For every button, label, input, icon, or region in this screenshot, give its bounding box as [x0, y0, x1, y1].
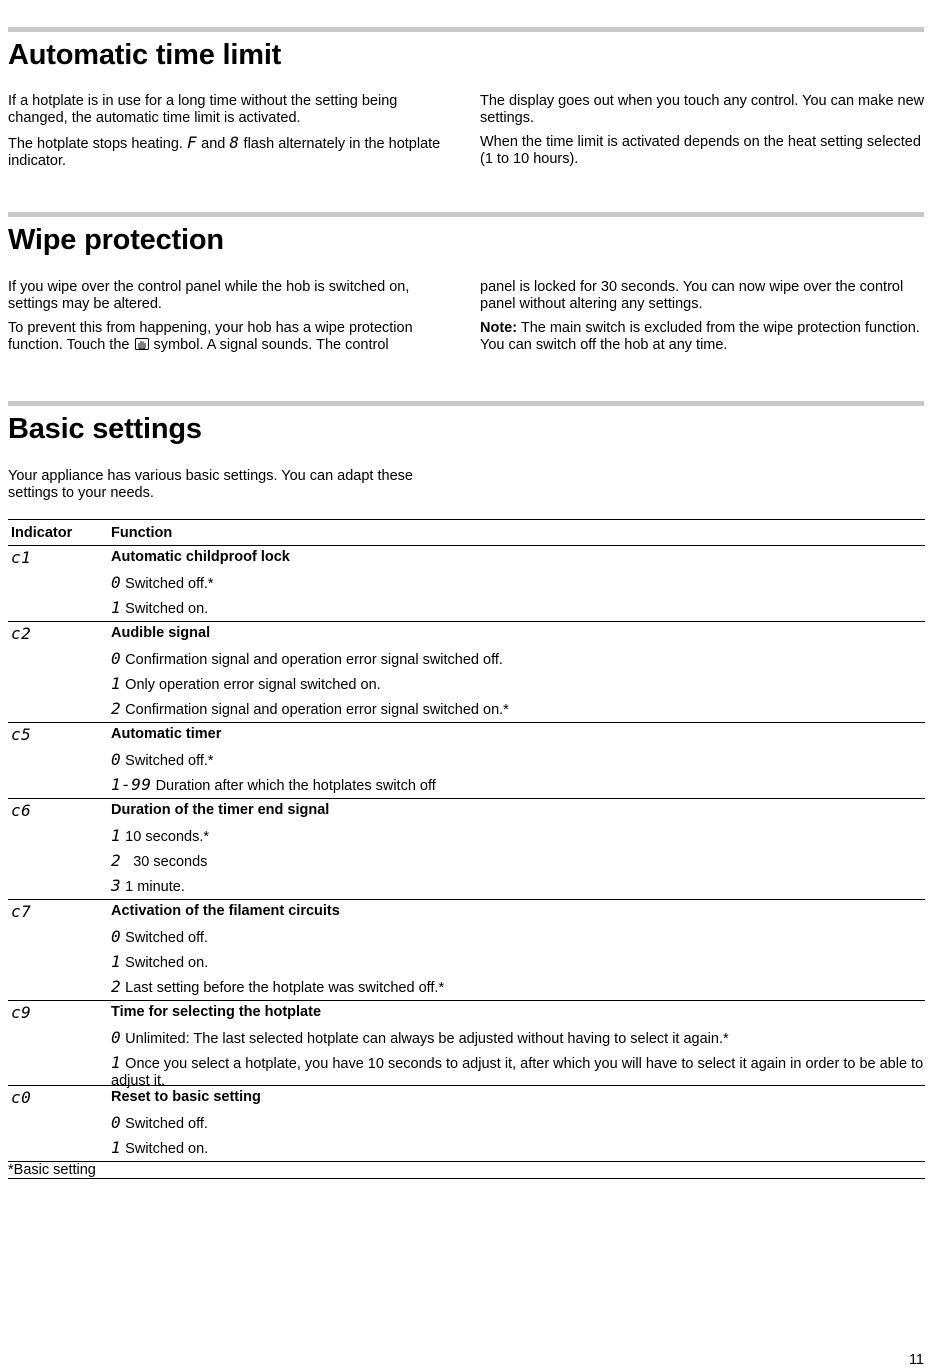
function-option-cell [111, 647, 925, 672]
option-value: 1 [111, 674, 122, 693]
section-title: Basic settings [8, 413, 202, 445]
table-row [8, 1136, 925, 1162]
indicator-cell [8, 799, 111, 900]
section-title: Automatic time limit [8, 39, 282, 71]
option-value: 1 [111, 598, 122, 617]
section-basic-settings [8, 401, 924, 446]
table-header-row [8, 520, 925, 546]
option-text: Switched on. [125, 955, 209, 971]
function-option-cell [111, 773, 925, 799]
function-option-cell [111, 571, 925, 596]
function-title: Reset to basic setting [111, 1089, 261, 1105]
function-option-cell [111, 874, 925, 900]
table-row [8, 900, 925, 926]
indicator-code: c1 [11, 548, 32, 567]
indicator-code: c6 [11, 801, 32, 820]
option-text: Unlimited: The last selected hotplate can always be adjusted without having to select it again.* [125, 1031, 729, 1047]
function-title: Automatic childproof lock [111, 549, 290, 565]
paragraph: If a hotplate is in use for a long time without the setting being changed, the automatic time limit is activated. [8, 93, 398, 126]
paragraph: Your appliance has various basic settings. You can adapt these settings to your needs. [8, 468, 413, 501]
table-row [8, 697, 925, 723]
indicator-cell [8, 546, 111, 622]
indicator-cell [8, 622, 111, 723]
option-text: Switched off.* [125, 753, 214, 769]
option-text: Last setting before the hotplate was switched off.* [125, 980, 445, 996]
table-body [8, 546, 928, 1162]
function-title-cell [111, 900, 925, 926]
text: symbol. A signal sounds. The control [153, 337, 389, 353]
text: and [201, 136, 226, 152]
page-number: 11 [908, 1352, 924, 1368]
paragraph: When the time limit is activated depends on the heat setting selected (1 to 10 hours). [480, 134, 921, 167]
function-title: Automatic timer [111, 726, 222, 742]
function-title-cell [111, 723, 925, 749]
option-text: Switched off.* [125, 576, 214, 592]
option-text: Confirmation signal and operation error signal switched off. [125, 652, 503, 668]
option-value: 1-99 [111, 775, 152, 794]
table-row [8, 1111, 925, 1136]
footnote: *Basic setting [8, 1162, 925, 1179]
option-value: 1 [111, 826, 122, 845]
function-title-cell [111, 799, 925, 825]
option-text: 30 seconds [125, 854, 208, 870]
paragraph: The display goes out when you touch any control. You can make new settings. [480, 93, 925, 126]
option-value: 0 [111, 750, 122, 769]
function-option-cell [111, 697, 925, 723]
indicator-cell [8, 1001, 111, 1086]
option-value: 0 [111, 1113, 122, 1132]
paragraph [8, 320, 453, 354]
option-value: 1 [111, 952, 122, 971]
function-title-cell [111, 546, 925, 572]
indicator-code: c5 [11, 725, 32, 744]
section-rule [8, 212, 924, 217]
note-text: The main switch is excluded from the wipe protection function. You can switch off the hob at any time. [480, 320, 920, 353]
option-value: 0 [111, 649, 122, 668]
section-wipe-protection [8, 212, 924, 257]
section-rule [8, 401, 924, 406]
option-value: 2 [111, 699, 122, 718]
note-paragraph [480, 320, 925, 354]
function-title: Audible signal [111, 625, 211, 641]
option-text: Switched off. [125, 930, 208, 946]
option-text: Confirmation signal and operation error signal switched on.* [125, 702, 509, 718]
section-automatic-time-limit [8, 27, 924, 72]
function-title: Time for selecting the hotplate [111, 1004, 322, 1020]
paragraph [8, 134, 453, 170]
function-option-cell [111, 596, 925, 622]
function-option-cell [111, 849, 925, 874]
option-value: 0 [111, 927, 122, 946]
text: To prevent this from happening, your hob has a wipe protection function. Touch the [8, 320, 413, 353]
text: The hotplate stops heating. [8, 136, 183, 152]
table-row [8, 874, 925, 900]
function-option-cell [111, 925, 925, 950]
option-text: Once you select a hotplate, you have 10 seconds to adjust it, after which you will have to select it again in order to be able to adjust it. [111, 1056, 928, 1089]
table-row [8, 925, 925, 950]
segment-display-glyph: 8 [229, 133, 240, 152]
option-value: 0 [111, 1028, 122, 1047]
note-label: Note: [480, 320, 518, 336]
function-option-cell [111, 1026, 925, 1051]
table-row [8, 1051, 925, 1086]
option-value: 1 [111, 1138, 122, 1157]
paragraph: panel is locked for 30 seconds. You can now wipe over the control panel without altering any settings. [480, 279, 904, 312]
option-text: 1 minute. [125, 879, 185, 895]
column-header-function: Function [111, 520, 925, 546]
option-value: 1 [111, 1053, 122, 1072]
indicator-cell [8, 900, 111, 1001]
table-row [8, 849, 925, 874]
table-row [8, 672, 925, 697]
table-row [8, 1001, 925, 1027]
function-option-cell [111, 1136, 925, 1162]
table-row [8, 773, 925, 799]
table-row [8, 799, 925, 825]
function-title: Duration of the timer end signal [111, 802, 330, 818]
function-title-cell [111, 1086, 925, 1112]
option-text: Duration after which the hotplates switch off [155, 778, 436, 794]
table-row [8, 824, 925, 849]
table-row [8, 975, 925, 1001]
option-value: 0 [111, 573, 122, 592]
table-footnote-row [8, 1162, 925, 1179]
section-title: Wipe protection [8, 224, 224, 256]
function-option-cell [111, 1111, 925, 1136]
table-row [8, 1086, 925, 1112]
indicator-code: c0 [11, 1088, 32, 1107]
text: flash alternately in the hotplate indicator. [8, 136, 441, 169]
table-row [8, 596, 925, 622]
indicator-cell [8, 723, 111, 799]
table-row [8, 950, 925, 975]
table-row [8, 546, 925, 572]
function-title-cell [111, 1001, 925, 1027]
option-text: Switched off. [125, 1116, 208, 1132]
table-row [8, 1026, 925, 1051]
option-text: 10 seconds.* [125, 829, 210, 845]
indicator-cell [8, 1086, 111, 1162]
column-header-indicator: Indicator [8, 520, 111, 546]
table-row [8, 647, 925, 672]
function-option-cell [111, 824, 925, 849]
section-rule [8, 27, 924, 32]
function-option-cell [111, 975, 925, 1001]
option-value: 2 [111, 977, 122, 996]
function-option-cell [111, 1051, 928, 1089]
option-value: 2 [111, 851, 122, 870]
segment-display-glyph: F [186, 133, 198, 152]
function-option-cell [111, 950, 925, 975]
indicator-code: c9 [11, 1003, 32, 1022]
indicator-code: c2 [11, 624, 32, 643]
paragraph: If you wipe over the control panel while the hob is switched on, settings may be altered. [8, 279, 410, 312]
table-row [8, 723, 925, 749]
option-text: Only operation error signal switched on. [125, 677, 381, 693]
option-text: Switched on. [125, 601, 209, 617]
option-text: Switched on. [125, 1141, 209, 1157]
indicator-code: c7 [11, 902, 32, 921]
hand-wipe-icon [134, 337, 150, 351]
function-title-cell [111, 622, 925, 648]
option-value: 3 [111, 876, 122, 895]
basic-settings-table [8, 519, 928, 1179]
function-option-cell [111, 672, 925, 697]
table-row [8, 622, 925, 648]
table-row [8, 571, 925, 596]
table-row [8, 748, 925, 773]
function-option-cell [111, 748, 925, 773]
function-title: Activation of the filament circuits [111, 903, 340, 919]
